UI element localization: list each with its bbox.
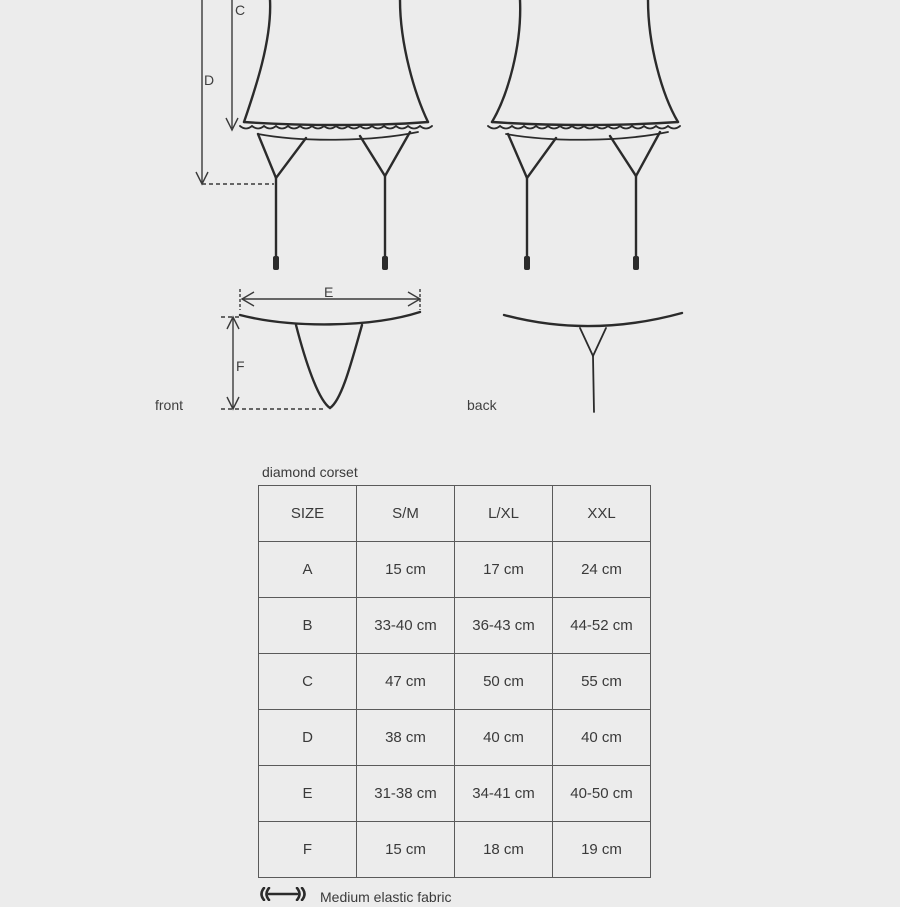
- table-cell: E: [259, 766, 357, 822]
- back-thong-y-left: [580, 328, 593, 356]
- table-cell: 18 cm: [455, 822, 553, 878]
- table-cell: D: [259, 710, 357, 766]
- table-cell: A: [259, 542, 357, 598]
- table-row: [259, 542, 651, 598]
- table-cell: C: [259, 654, 357, 710]
- elastic-arrows-icon: [258, 887, 308, 901]
- table-row: [259, 822, 651, 878]
- back-corset-outline-left: [492, 0, 520, 122]
- table-cell: B: [259, 598, 357, 654]
- header-cell: XXL: [553, 486, 651, 542]
- table-cell: 44-52 cm: [553, 598, 651, 654]
- back-clip-right: [633, 256, 639, 270]
- table-cell: 50 cm: [455, 654, 553, 710]
- front-inner-band: [258, 132, 418, 140]
- table-cell: 36-43 cm: [455, 598, 553, 654]
- back-label: back: [467, 397, 497, 413]
- table-cell: 33-40 cm: [357, 598, 455, 654]
- back-thong-waistband: [504, 313, 682, 326]
- table-cell: 55 cm: [553, 654, 651, 710]
- table-cell: 47 cm: [357, 654, 455, 710]
- front-corset-outline-right: [400, 0, 428, 122]
- table-cell: 15 cm: [357, 542, 455, 598]
- table-cell: 40-50 cm: [553, 766, 651, 822]
- header-cell: L/XL: [455, 486, 553, 542]
- back-lace-edge: [488, 126, 680, 129]
- back-clip-left: [524, 256, 530, 270]
- dim-f-label: F: [236, 358, 245, 374]
- table-cell: 19 cm: [553, 822, 651, 878]
- table-cell: 17 cm: [455, 542, 553, 598]
- table-title: diamond corset: [262, 464, 358, 480]
- table-cell: 24 cm: [553, 542, 651, 598]
- back-garter-left: [508, 134, 556, 178]
- header-cell: S/M: [357, 486, 455, 542]
- size-table: [258, 485, 651, 878]
- table-row: [259, 766, 651, 822]
- front-lace-edge: [240, 126, 432, 129]
- back-corset-hem: [492, 122, 678, 125]
- table-row: [259, 654, 651, 710]
- table-cell: 40 cm: [553, 710, 651, 766]
- header-cell: SIZE: [259, 486, 357, 542]
- table-cell: F: [259, 822, 357, 878]
- table-cell: 34-41 cm: [455, 766, 553, 822]
- dim-c-label: C: [235, 2, 246, 18]
- front-clip-left: [273, 256, 279, 270]
- table-cell: 15 cm: [357, 822, 455, 878]
- front-corset-hem: [244, 122, 428, 125]
- table-cell: 40 cm: [455, 710, 553, 766]
- back-thong-string: [593, 356, 594, 412]
- back-corset-outline-right: [648, 0, 678, 122]
- table-cell: 31-38 cm: [357, 766, 455, 822]
- dim-e-label: E: [324, 284, 334, 300]
- dim-d-label: D: [204, 72, 215, 88]
- front-thong-waistband: [240, 312, 420, 324]
- table-row: [259, 710, 651, 766]
- front-garter-left: [258, 134, 306, 178]
- legend-text: Medium elastic fabric: [320, 889, 452, 905]
- back-thong-y-right: [593, 328, 606, 356]
- table-cell: 38 cm: [357, 710, 455, 766]
- table-header-row: [259, 486, 651, 542]
- front-clip-right: [382, 256, 388, 270]
- table-row: [259, 598, 651, 654]
- front-label: front: [155, 397, 184, 413]
- back-inner-band: [506, 132, 668, 140]
- front-thong-pouch: [296, 325, 362, 408]
- front-corset-outline-left: [244, 0, 270, 122]
